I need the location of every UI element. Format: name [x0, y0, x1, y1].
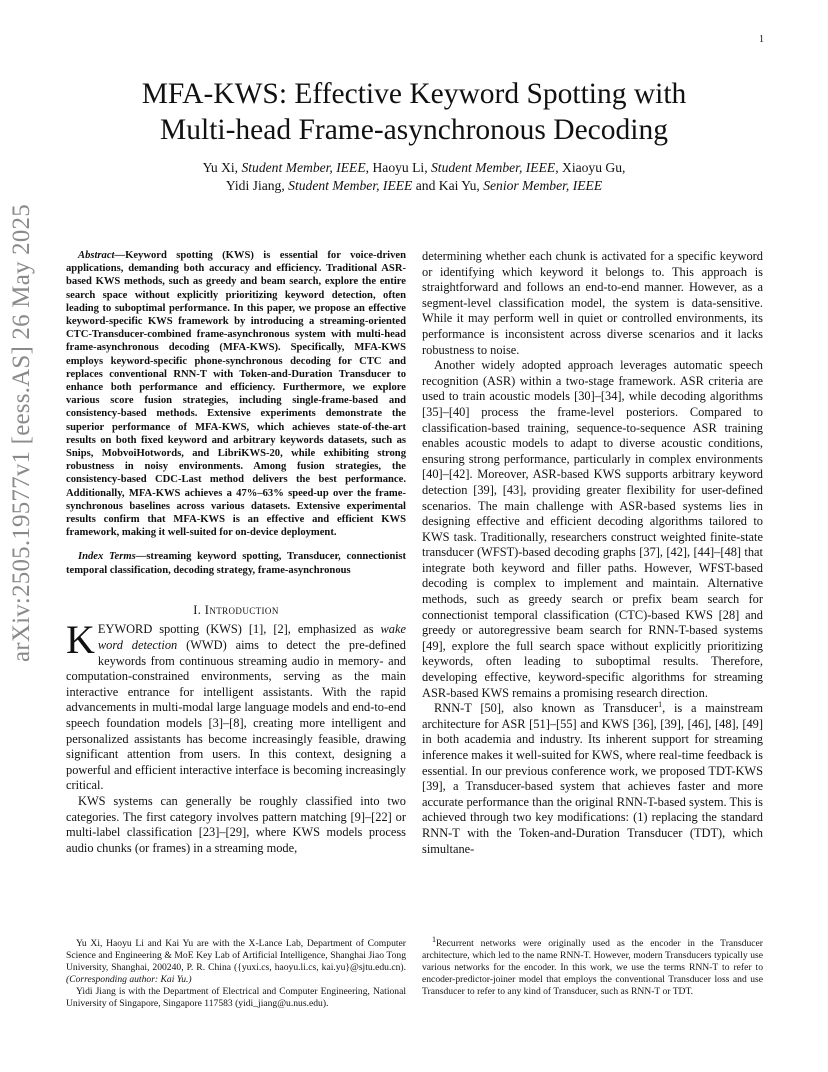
left-column: [66, 249, 406, 856]
abstract: Abstract—Keyword spotting (KWS) is essential for voice-driven applications, demanding both accuracy and efficiency. Traditional ASR-based KWS methods, such as greedy and beam search, explore the entire search space without explicitly prioritizing keyword detection, often leading to suboptimal performance. In this paper, we propose an effective keyword-specific KWS framework by introducing a streaming-oriented CTC-Transducer-combined frame-asynchronous system with multi-head frame-asynchronous decoding (MFA-KWS). Specifically, MFA-KWS employs keyword-specific phone-synchronous decoding for CTC and replaces conventional RNN-T with Token-and-Duration Transducer to enhance both performance and efficiency. Furthermore, we explore various score fusion strategies, including single-frame-based and consistency-based methods. Extensive experiments demonstrate the superior performance of MFA-KWS, which achieves state-of-the-art results on both fixed keyword and arbitrary keywords datasets, such as Snips, MobvoiHotwords, and LibriKWS-20, while exhibiting strong robustness in noisy environments. Among fusion strategies, the consistency-based CDC-Last method delivers the best performance. Additionally, MFA-KWS achieves a 47%–63% speed-up over the frame-synchronous baselines across various datasets. Extensive experimental results confirm that MFA-KWS is an effective and efficient KWS framework, making it well-suited for on-device deployment.: [66, 250, 406, 539]
paper-title: [60, 76, 768, 148]
index-terms-label: Index Terms: [78, 551, 136, 563]
intro-paragraph-1: KEYWORD spotting (KWS) [1], [2], emphasized as wake word detection (WWD) aims to detect the pre-defined keywords from continuous streaming audio in memory- and computation-constrained environments, serving as the main interactive entrance for intelligent assistants. With the rapid advancements in multi-modal large language models and end-to-end speech foundation models [3]–[8], creating more intelligent and personalized assistants has become increasingly feasible, drawing significant attention from users. In this context, designing a powerful and efficient interactive interface is becoming increasingly critical.: [66, 617, 406, 793]
abstract-label: Abstract: [78, 250, 115, 261]
title-line-2: Multi-head Frame-asynchronous Decoding: [160, 114, 668, 146]
transducer-footnote: $^1$Recurrent networks were originally used as the encoder in the Transducer architecture, which led to the name RNN-T. However, modern Transducers typically use various networks for the encoder. In this work, we use the terms RNN-T to refer to encoder-predictor-joiner model that employs the conventional Transducer loss and use Transducer to refer to any kind of Transducer, such as RNN-T or TDT.: [422, 934, 763, 997]
author-line-2: Yidi Jiang, Student Member, IEEE and Kai Yu, Senior Member, IEEE: [225, 178, 603, 193]
footnote-marker: 1: [658, 700, 663, 710]
right-paragraph-1: determining whether each chunk is activated for a specific keyword or identifying which keyword it belongs to. This approach is straightforward and follows an end-to-end manner. However, as a segment-level classification model, the system is data-sensitive. While it may perform well in quiet or controlled environments, its performance is inconsistent across diverse scenarios and it lacks robustness to noise.: [422, 249, 763, 357]
intro-paragraph-2: KWS systems can generally be roughly classified into two categories. The first category involves pattern matching [9]–[22] or multi-label classification [23]–[29], where KWS models process audio chunks (or frames) in a streaming mode,: [66, 794, 406, 855]
footnote-number: 1: [432, 934, 436, 944]
title-line-1: MFA-KWS: Effective Keyword Spotting with: [141, 78, 687, 110]
index-terms: Index Terms—streaming keyword spotting, Transducer, connectionist temporal classification, decoding strategy, frame-asynchronous: [66, 551, 406, 576]
right-paragraph-2: Another widely adopted approach leverages automatic speech recognition (ASR) within a two-stage framework. ASR criteria are used to train acoustic models [30]–[34], while decoding algorithms [35]–[40] process the frame-level posteriors. Compared to classification-based training, sequence-to-sequence ASR training enables acoustic models to adapt to diverse acoustic conditions, ensuring strong performance, particularly in complex environments [40]–[42]. Moreover, ASR-based KWS supports arbitrary keyword detection [39], [43], providing greater flexibility for user-defined scenarios. The main challenge with ASR-based systems lies in designing effective and efficient decoding algorithms tailored to KWS task. Traditionally, researchers construct weighted finite-state transducer (WFST)-based decoding graphs [37], [42], [44]–[48] that integrate both keyword and filler paths. However, WFST-based decoding is complex to implement and maintain. Alternative methods, such as greedy search or prefix beam search for connectionist temporal classification (CTC)-based KWS [28] and greedy or autoregressive beam search for RNN-T-based systems [49], explore the full search space without explicitly prioritizing keywords, often leading to suboptimal results. Therefore, developing effective, keyword-specific algorithms for streaming ASR-based KWS remains a promising research direction.: [422, 358, 763, 700]
affiliation-sjtu: Yu Xi, Haoyu Li and Kai Yu are with the X-Lance Lab, Department of Computer Science and Engineering & MoE Key Lab of Artificial Intelligence, Shanghai Jiao Tong University, Shanghai, 200240, P. R. China ({yuxi.cs, haoyu.li.cs, kai.yu}@sjtu.edu.cn). (Corresponding author: Kai Yu.): [66, 938, 406, 985]
right-column: [422, 249, 763, 857]
author-list: [80, 159, 748, 195]
page-number: 1: [759, 34, 764, 45]
affiliation-nus: Yidi Jiang is with the Department of Electrical and Computer Engineering, National University of Singapore, Singapore 117583 (yidi_jiang@u.nus.edu).: [66, 986, 406, 1009]
right-paragraph-3: RNN-T [50], also known as Transducer$^1$, is a mainstream architecture for ASR [51]–[55] and KWS [36], [39], [46], [48], [49] in both academia and industry. Its inherent support for streaming inference makes it well-suited for KWS, where real-time feedback is essential. In our previous conference work, we proposed TDT-KWS [39], a Transducer-based system that achieves faster and more accurate performance than the original RNN-T-based system. This is achieved through two key modifications: (1) replacing the standard RNN-T with the Token-and-Duration Transducer (TDT), which simultane-: [422, 700, 763, 856]
author-line-1: Yu Xi, Student Member, IEEE, Haoyu Li, Student Member, IEEE, Xiaoyu Gu,: [202, 160, 626, 175]
arxiv-identifier-stamp: arXiv:2505.19577v1 [eess.AS] 26 May 2025: [8, 204, 35, 662]
section-heading-introduction: I. Introduction: [193, 602, 279, 617]
affiliation-footnote: [66, 938, 406, 1010]
drop-cap: K: [66, 617, 95, 663]
